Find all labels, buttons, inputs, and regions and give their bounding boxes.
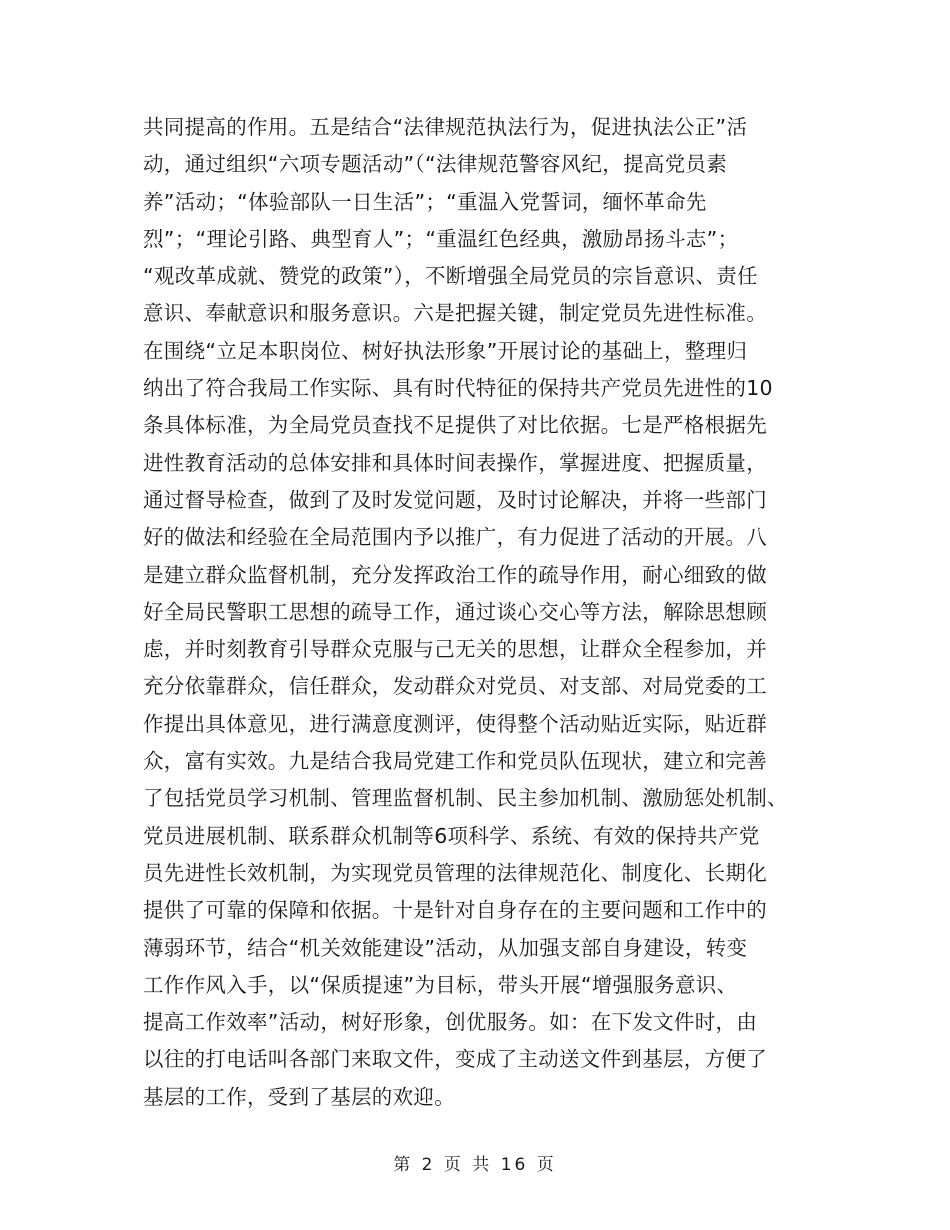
text-line: 基层的工作，受到了基层的欢迎。 [143, 1084, 455, 1109]
text-line: “观改革成就、赞党的政策”），不断增强全局党员的宗旨意识、责任 [143, 264, 758, 289]
text-line: 充分依靠群众，信任群众，发动群众对党员、对支部、对局党委的工 [143, 674, 767, 699]
text-line: 共同提高的作用。五是结合“法律规范执法行为，促进执法公正”活 [143, 115, 748, 139]
text-line: 纳出了符合我局工作实际、具有时代特征的保持共产党员先进性的10 [143, 376, 773, 401]
text-line: 进性教育活动的总体安排和具体时间表操作，掌握进度、把握质量， [143, 450, 767, 475]
text-line: 好的做法和经验在全局范围内予以推广，有力促进了活动的开展。八 [143, 525, 767, 550]
text-line: 提供了可靠的保障和依据。十是针对自身存在的主要问题和工作中的 [143, 898, 767, 923]
text-line: 在围绕“立足本职岗位、树好执法形象”开展讨论的基础上，整理归 [143, 338, 748, 363]
text-line: 动，通过组织“六项专题活动”（“法律规范警容风纪，提高党员素 [143, 152, 728, 177]
text-line: 虑，并时刻教育引导群众克服与己无关的思想，让群众全程参加，并 [143, 637, 767, 662]
text-line: 员先进性长效机制，为实现党员管理的法律规范化、制度化、长期化 [143, 860, 767, 885]
text-line: 众，富有实效。九是结合我局党建工作和党员队伍现状，建立和完善 [143, 749, 767, 774]
text-line: 通过督导检查，做到了及时发觉问题，及时讨论解决，并将一些部门 [143, 487, 767, 512]
text-line: 工作作风入手，以“保质提速”为目标，带头开展“增强服务意识、 [143, 972, 738, 997]
text-line: 养”活动；“体验部队一日生活”；“重温入党誓词，缅怀革命先 [143, 189, 707, 214]
text-line: 党员进展机制、联系群众机制等6项科学、系统、有效的保持共产党 [143, 823, 760, 848]
text-line: 条具体标准，为全局党员查找不足提供了对比依据。七是严格根据先 [143, 413, 767, 438]
text-line: 是建立群众监督机制，充分发挥政治工作的疏导作用，耐心细致的做 [143, 562, 767, 587]
page-number-footer: 第 2 页 共 16 页 [393, 1155, 557, 1175]
text-line: 作提出具体意见，进行满意度测评，使得整个活动贴近实际，贴近群 [143, 711, 767, 736]
text-line: 薄弱环节，结合“机关效能建设”活动，从加强支部自身建设，转变 [143, 935, 748, 960]
text-line: 提高工作效率”活动，树好形象，创优服务。如：在下发文件时，由 [143, 1010, 758, 1035]
text-line: 意识、奉献意识和服务意识。六是把握关键，制定党员先进性标准。 [143, 301, 767, 326]
text-line: 了包括党员学习机制、管理监督机制、民主参加机制、激励惩处机制、 [143, 786, 788, 811]
text-line: 烈”；“理论引路、典型育人”；“重温红色经典，激励昂扬斗志”； [143, 226, 739, 251]
body-text [143, 109, 823, 1116]
text-line: 以往的打电话叫各部门来取文件，变成了主动送文件到基层，方便了 [143, 1047, 767, 1072]
text-line: 好全局民警职工思想的疏导工作，通过谈心交心等方法，解除思想顾 [143, 599, 767, 624]
